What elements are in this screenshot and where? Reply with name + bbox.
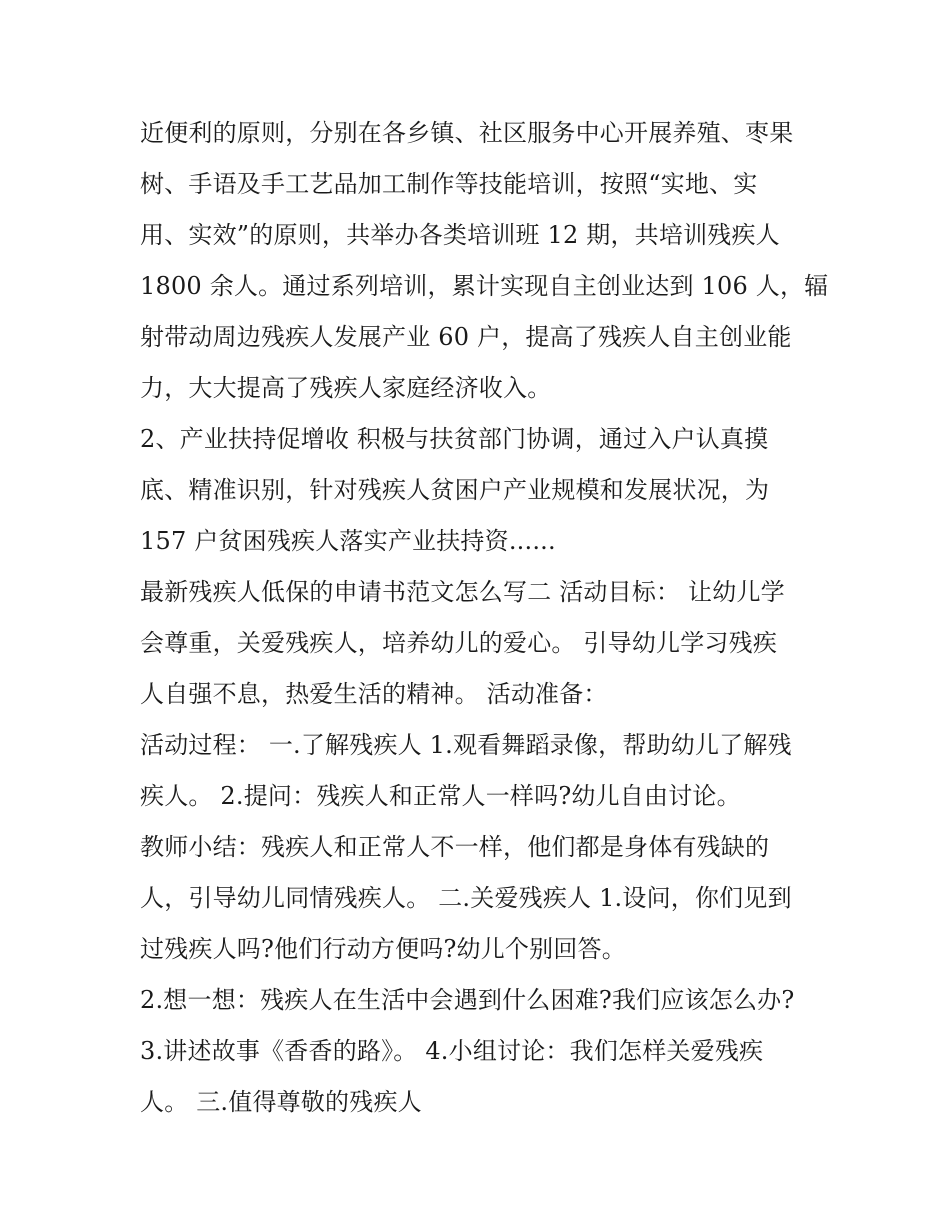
- text-line: 157 户贫困残疾人落实产业扶持资......: [140, 527, 556, 555]
- text-line: 底、精准识别，针对残疾人贫困户产业规模和发展状况，为: [140, 476, 770, 504]
- text-line: 用、实效”的原则，共举办各类培训班 12 期，共培训残疾人: [140, 221, 780, 249]
- text-line: 过残疾人吗?他们行动方便吗?幼儿个别回答。: [140, 935, 626, 963]
- text-line: 最新残疾人低保的申请书范文怎么写二 活动目标： 让幼儿学: [140, 578, 785, 606]
- text-line: 人。 三.值得尊敬的残疾人: [140, 1088, 422, 1116]
- text-line: 射带动周边残疾人发展产业 60 户，提高了残疾人自主创业能: [140, 323, 792, 351]
- text-line: 1800 余人。通过系列培训，累计实现自主创业达到 106 人，辐: [140, 272, 829, 300]
- text-line: 人自强不息，热爱生活的精神。 活动准备：: [140, 680, 608, 708]
- text-line: 教师小结：残疾人和正常人不一样，他们都是身体有残缺的: [140, 833, 770, 861]
- text-line: 力，大大提高了残疾人家庭经济收入。: [140, 374, 552, 402]
- text-line: 树、手语及手工艺品加工制作等技能培训，按照“实地、实: [140, 170, 758, 198]
- text-line: 2.想一想：残疾人在生活中会遇到什么困难?我们应该怎么办?: [140, 986, 795, 1014]
- body-text: [140, 108, 830, 1128]
- text-line: 人，引导幼儿同情残疾人。 二.关爱残疾人 1.设问，你们见到: [140, 884, 792, 912]
- text-line: 疾人。 2.提问：残疾人和正常人一样吗?幼儿自由讨论。: [140, 782, 741, 810]
- text-line: 活动过程： 一.了解残疾人 1.观看舞蹈录像，帮助幼儿了解残: [140, 731, 792, 759]
- text-line: 3.讲述故事《香香的路》。 4.小组讨论：我们怎样关爱残疾: [140, 1037, 764, 1065]
- text-line: 会尊重，关爱残疾人，培养幼儿的爱心。 引导幼儿学习残疾: [140, 629, 778, 657]
- text-line: 2、产业扶持促增收 积极与扶贫部门协调，通过入户认真摸: [140, 425, 769, 453]
- text-line: 近便利的原则，分别在各乡镇、社区服务中心开展养殖、枣果: [140, 119, 794, 147]
